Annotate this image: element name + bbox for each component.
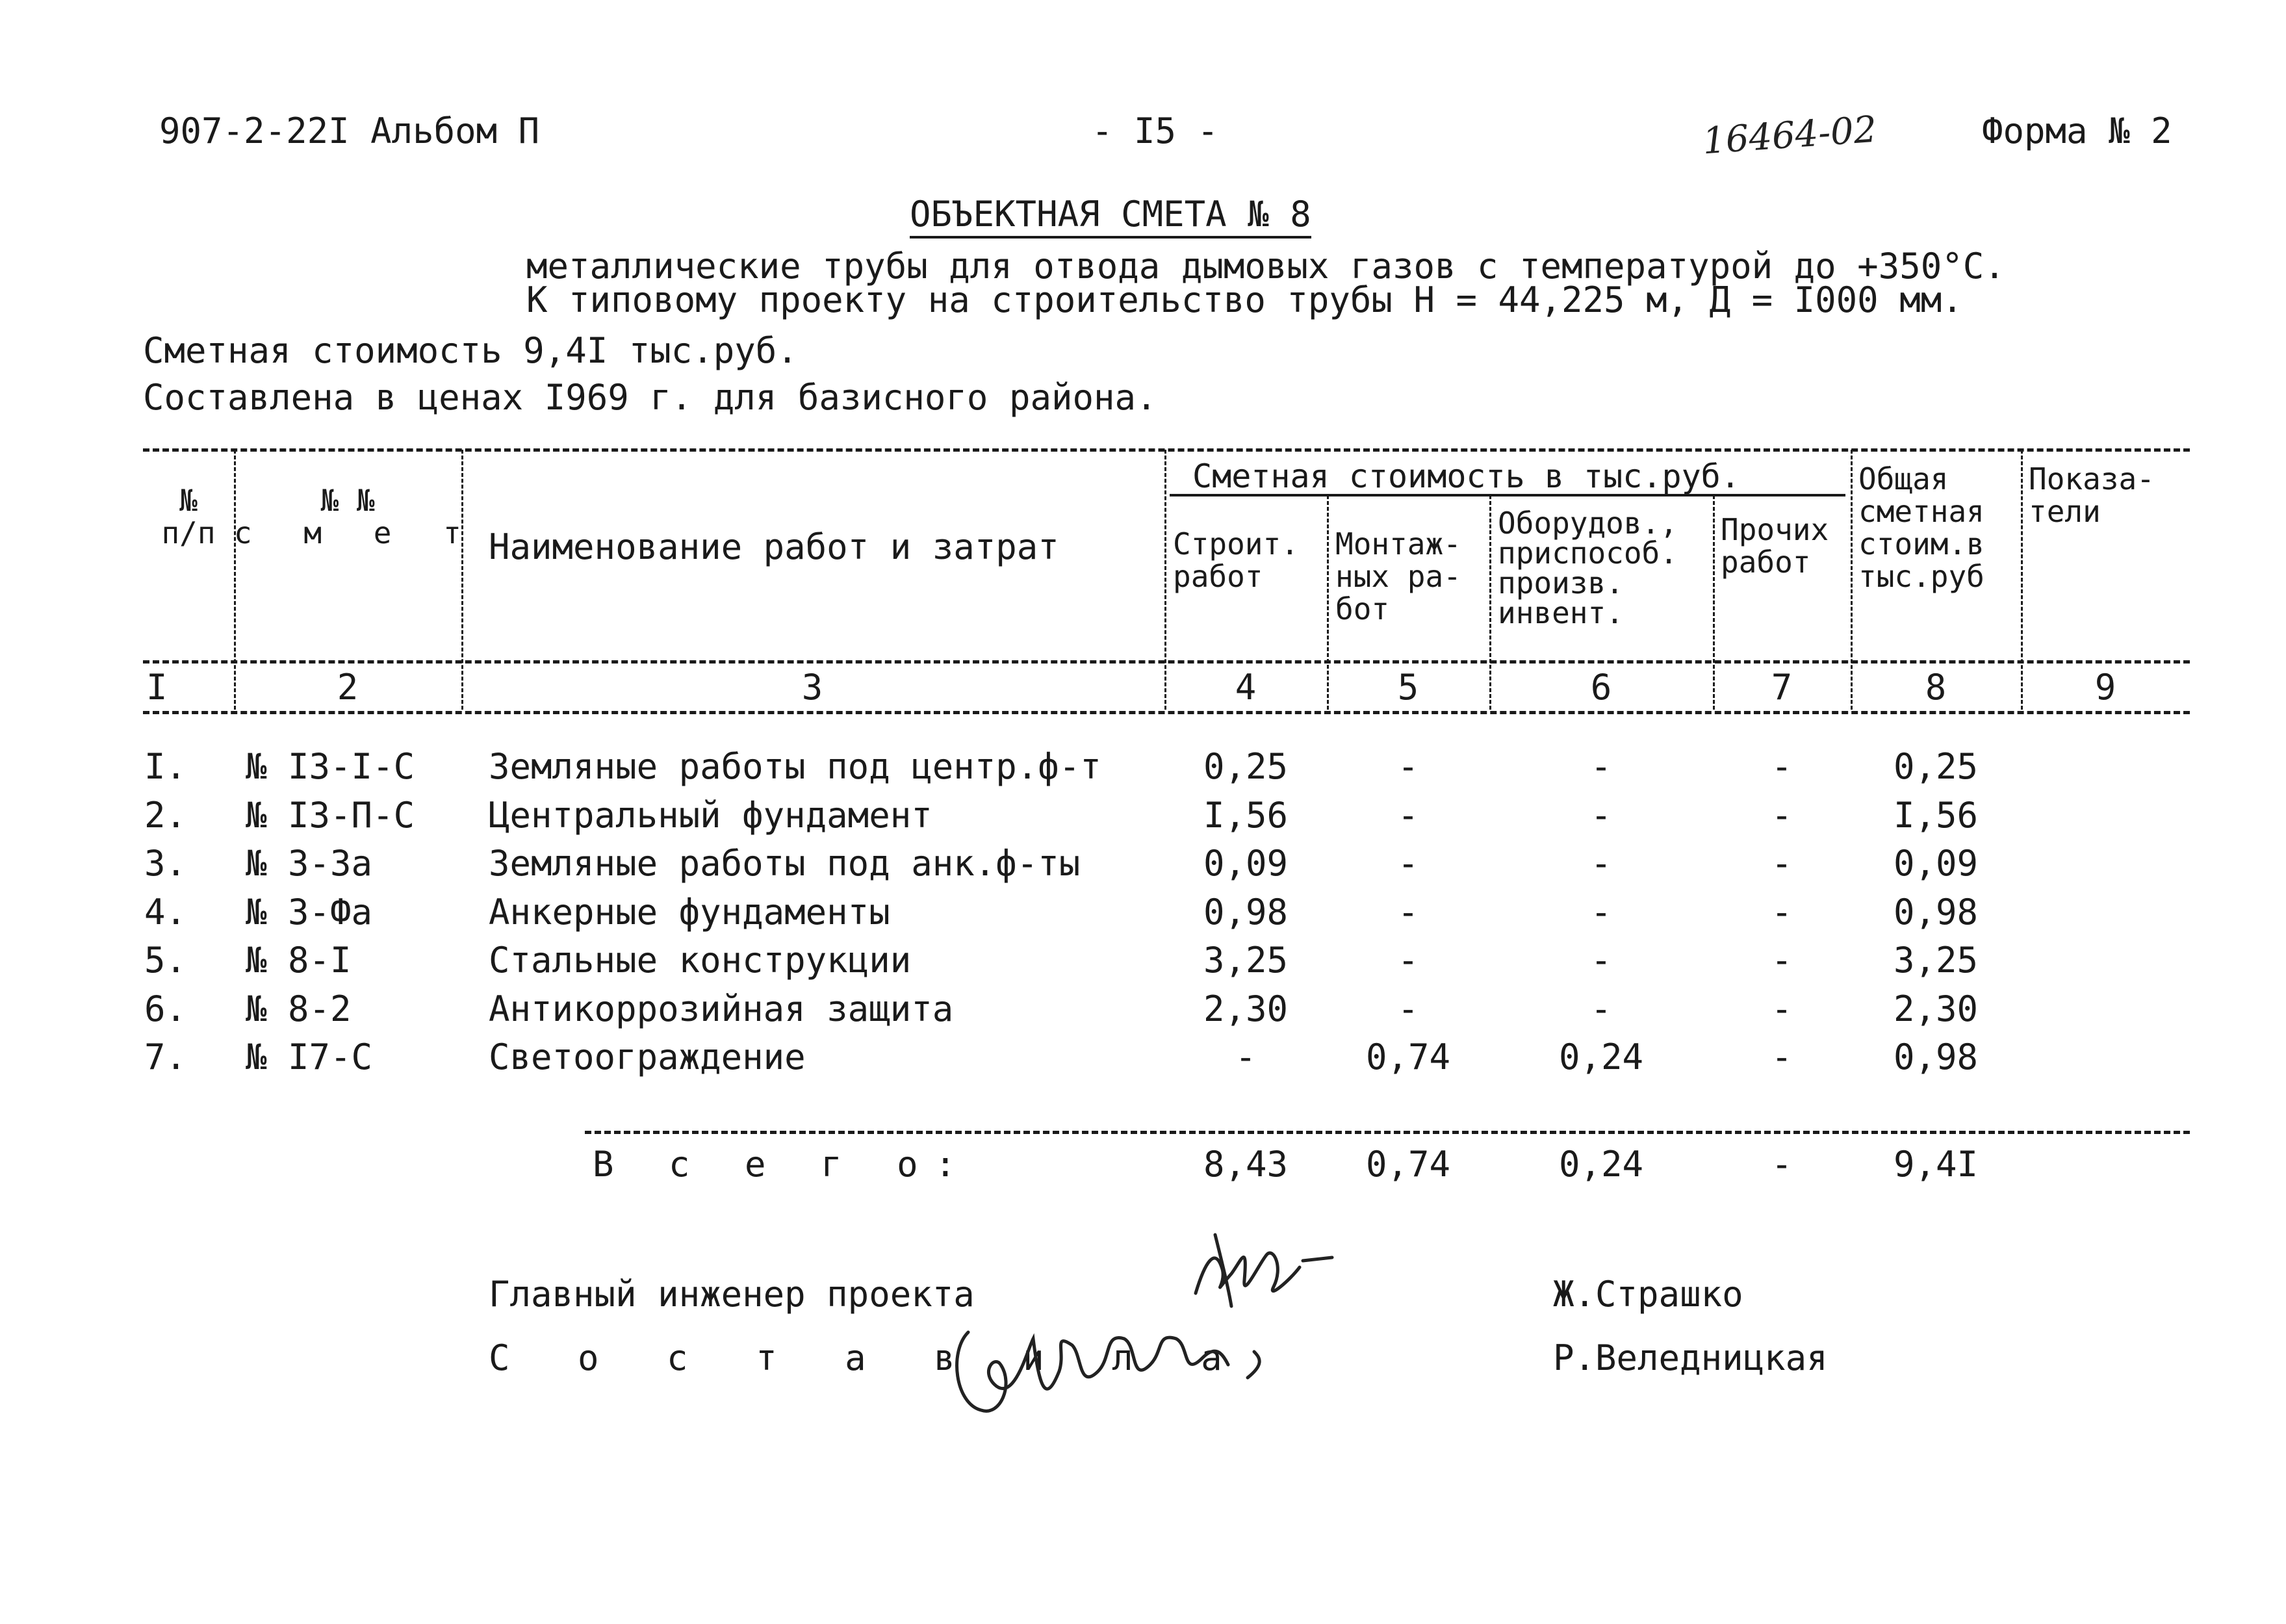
row-2-c8: I,56 — [1893, 795, 1979, 836]
chief-engineer-title: Главный инженер проекта — [489, 1274, 975, 1315]
row-1-c4: 0,25 — [1203, 746, 1289, 787]
estimated-cost: Сметная стоимость 9,4I тыс.руб. — [143, 330, 798, 371]
row-5-c6: - — [1590, 940, 1612, 981]
colnum-6: 6 — [1590, 667, 1612, 708]
row-1-smeta: № I3-I-С — [246, 746, 415, 787]
row-3-c4: 0,09 — [1203, 843, 1289, 884]
header-col9: Показа- тели — [2029, 461, 2155, 529]
chief-engineer-name: Ж.Страшко — [1553, 1274, 1743, 1315]
row-7-c7: - — [1771, 1037, 1793, 1077]
row-3-n: 3. — [144, 843, 187, 884]
total-c7: - — [1771, 1144, 1793, 1185]
row-4-c4: 0,98 — [1203, 892, 1289, 933]
header-col1: № п/п — [161, 483, 216, 550]
row-6-c8: 2,30 — [1893, 988, 1979, 1029]
colnum-8: 8 — [1925, 667, 1947, 708]
total-c8: 9,4I — [1893, 1144, 1979, 1185]
row-7-c6: 0,24 — [1558, 1037, 1644, 1077]
total-c5: 0,74 — [1365, 1144, 1451, 1185]
colnum-9: 9 — [2094, 667, 2116, 708]
form-number: Форма № 2 — [1982, 110, 2172, 151]
row-7-c4: - — [1235, 1037, 1257, 1077]
row-6-c7: - — [1771, 988, 1793, 1029]
header-bottom-rule — [143, 660, 2190, 664]
row-5-c4: 3,25 — [1203, 940, 1289, 981]
row-3-name: Земляные работы под анк.ф-ты — [489, 843, 1081, 884]
header-col2: № № с м е т — [234, 483, 478, 550]
row-5-c7: - — [1771, 940, 1793, 981]
colnum-7: 7 — [1771, 667, 1793, 708]
colnum-3: 3 — [801, 667, 823, 708]
total-c6: 0,24 — [1558, 1144, 1644, 1185]
row-4-c8: 0,98 — [1893, 892, 1979, 933]
row-3-c6: - — [1590, 843, 1612, 884]
row-1-c8: 0,25 — [1893, 746, 1979, 787]
row-1-name: Земляные работы под центр.ф-т — [489, 746, 1101, 787]
colnum-2: 2 — [337, 667, 359, 708]
row-2-smeta: № I3-П-С — [246, 795, 415, 836]
row-1-c7: - — [1771, 746, 1793, 787]
compiled-by-name: Р.Веледницкая — [1553, 1337, 1828, 1378]
header-col7: Прочих работ — [1721, 512, 1829, 580]
row-2-c5: - — [1397, 795, 1419, 836]
row-4-c5: - — [1397, 892, 1419, 933]
row-5-name: Стальные конструкции — [489, 940, 912, 981]
row-1-n: I. — [144, 746, 187, 787]
prices-basis: Составлена в ценах I969 г. для базисного района. — [143, 377, 1157, 418]
row-3-smeta: № 3-3а — [246, 843, 373, 884]
row-5-c5: - — [1397, 940, 1419, 981]
subtitle-line-1: металлические трубы для отвода дымовых газов с температурой до +350°С. — [526, 246, 2005, 287]
row-7-n: 7. — [144, 1037, 187, 1077]
header-col8: Общая сметная стоим.в тыс.руб — [1858, 461, 1984, 594]
header-group: Сметная стоимость в тыс.руб. — [1192, 458, 1740, 495]
row-3-c8: 0,09 — [1893, 843, 1979, 884]
row-2-n: 2. — [144, 795, 187, 836]
row-2-c4: I,56 — [1203, 795, 1289, 836]
row-4-c6: - — [1590, 892, 1612, 933]
row-7-c8: 0,98 — [1893, 1037, 1979, 1077]
total-label: В с е г о: — [593, 1144, 973, 1185]
row-4-c7: - — [1771, 892, 1793, 933]
row-6-c5: - — [1397, 988, 1419, 1029]
row-4-smeta: № 3-Фа — [246, 892, 373, 933]
compiler-signature — [942, 1293, 1306, 1436]
subtitle-line-2: К типовому проекту на строительство трубы Н = 44,225 м, Д = I000 мм. — [526, 279, 1963, 320]
row-6-n: 6. — [144, 988, 187, 1029]
colnum-4: 4 — [1235, 667, 1257, 708]
compiled-by-title: С о с т а в и л а — [489, 1337, 1246, 1378]
row-1-c6: - — [1590, 746, 1612, 787]
document-title: ОБЪЕКТНАЯ СМЕТА № 8 — [910, 194, 1311, 238]
header-col5: Монтаж- ных ра- бот — [1335, 526, 1461, 626]
row-5-c8: 3,25 — [1893, 940, 1979, 981]
header-col3: Наименование работ и затрат — [489, 526, 1059, 567]
total-rule — [585, 1131, 2190, 1134]
document-series: 907-2-22I Альбом П — [159, 110, 540, 151]
row-4-name: Анкерные фундаменты — [489, 892, 890, 933]
total-c4: 8,43 — [1203, 1144, 1289, 1185]
row-6-c6: - — [1590, 988, 1612, 1029]
row-6-c4: 2,30 — [1203, 988, 1289, 1029]
header-col6: Оборудов., приспособ. произв. инвент. — [1498, 506, 1678, 630]
row-2-c7: - — [1771, 795, 1793, 836]
row-5-n: 5. — [144, 940, 187, 981]
colnum-1: I — [146, 667, 168, 708]
page-number: - I5 - — [1092, 110, 1219, 151]
row-4-n: 4. — [144, 892, 187, 933]
row-7-smeta: № I7-С — [246, 1037, 373, 1077]
table-top-rule — [143, 448, 2190, 452]
column-numbers-rule — [143, 711, 2190, 714]
row-2-c6: - — [1590, 795, 1612, 836]
row-3-c7: - — [1771, 843, 1793, 884]
row-1-c5: - — [1397, 746, 1419, 787]
row-6-smeta: № 8-2 — [246, 988, 352, 1029]
handwritten-number: 16464-02 — [1701, 108, 1879, 163]
row-7-c5: 0,74 — [1365, 1037, 1451, 1077]
row-5-smeta: № 8-I — [246, 940, 352, 981]
row-3-c5: - — [1397, 843, 1419, 884]
row-7-name: Светоограждение — [489, 1037, 806, 1077]
row-2-name: Центральный фундамент — [489, 795, 932, 836]
row-6-name: Антикоррозийная защита — [489, 988, 954, 1029]
colnum-5: 5 — [1397, 667, 1419, 708]
header-col4: Строит. работ — [1173, 526, 1299, 594]
